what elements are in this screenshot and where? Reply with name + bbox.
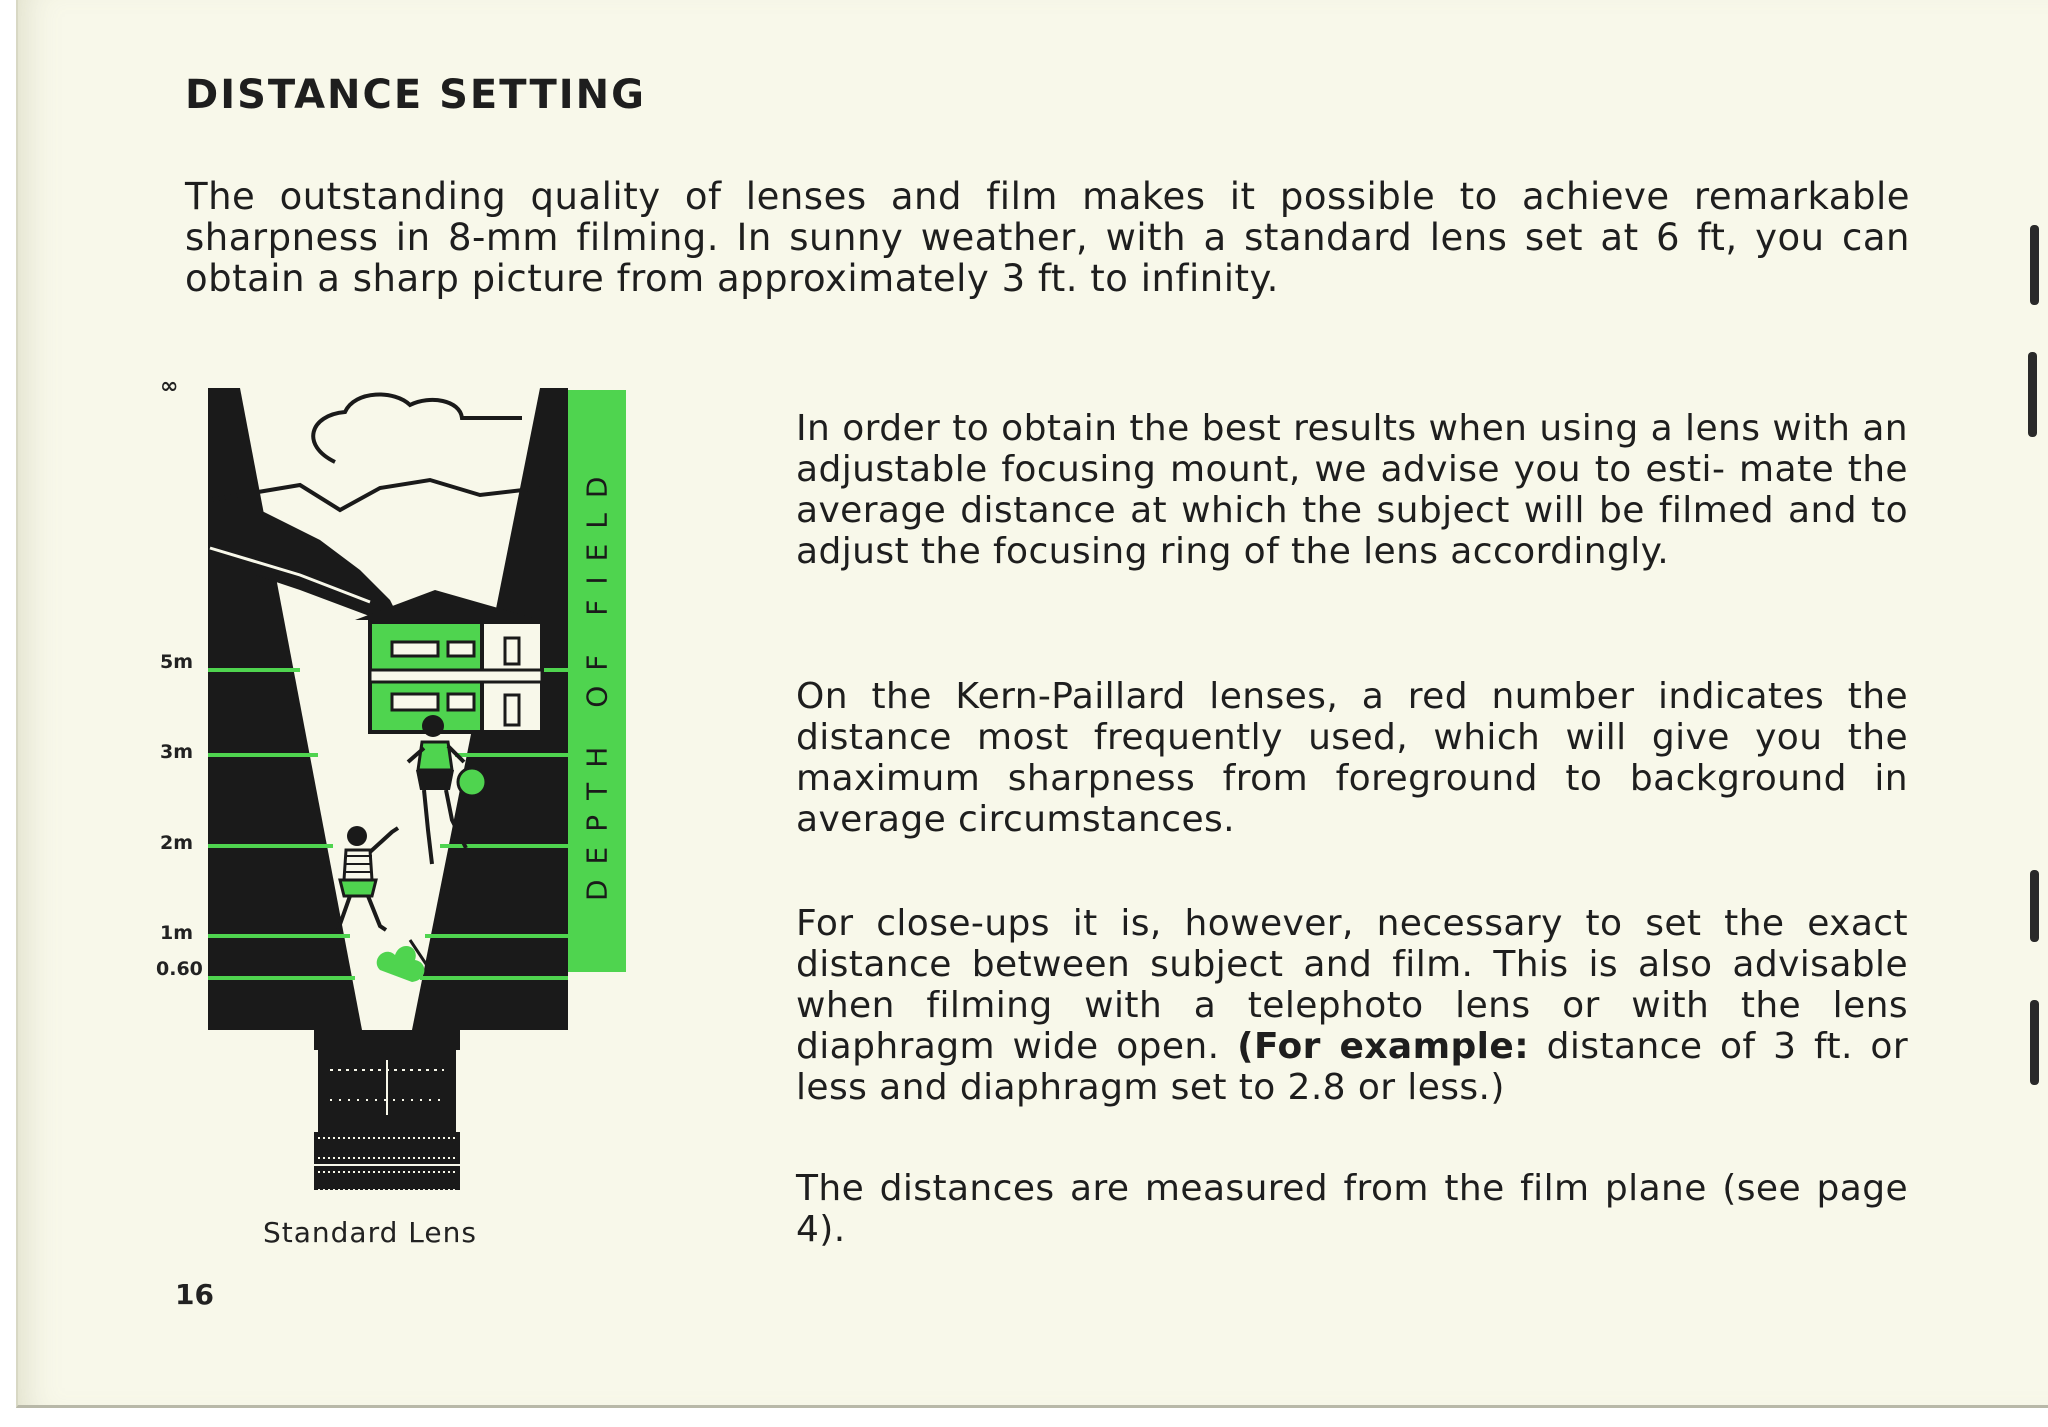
- scale-label-3m: 3m: [160, 741, 194, 763]
- scale-label-infinity: ∞: [160, 374, 179, 399]
- standard-lens-drawing: [314, 1030, 460, 1190]
- paragraph-close-ups: [796, 903, 1908, 1108]
- scale-label-060: 0.60: [156, 958, 203, 980]
- depth-of-field-label: DEPTH OF FIELD: [580, 461, 614, 901]
- paragraph-red-number: On the Kern-Paillard lenses, a red number indicates the distance most frequently used, which will give you the maximum sharpness from foreground to background in average circumstances.: [796, 676, 1908, 840]
- binding-mark: [2030, 1000, 2039, 1085]
- binding-mark: [2028, 352, 2037, 437]
- page-heading: DISTANCE SETTING: [185, 72, 646, 118]
- close-ups-text-end: distance of 3 ft. or less and diaphragm set to 2.8 or less.): [796, 1026, 1909, 1108]
- binding-mark: [2030, 225, 2039, 305]
- lens-caption: Standard Lens: [263, 1216, 477, 1249]
- paragraph-focusing-mount: In order to obtain the best results when using a lens with an adjustable focusing mount, we advise you to esti- mate the average distance at which the subject will be filmed and to adjust the focusing ring of the lens accordingly.: [796, 408, 1908, 572]
- scale-label-1m: 1m: [160, 922, 194, 944]
- depth-of-field-band: [568, 390, 626, 972]
- close-ups-text: For close-ups it is, however, necessary to set the exact distance between subject and film. This is also advisable when filming with a telephoto lens or with the lens diaphragm wide open.: [796, 903, 1908, 1067]
- scale-label-5m: 5m: [160, 651, 194, 673]
- paragraph-film-plane: The distances are measured from the film plane (see page 4).: [796, 1168, 1908, 1250]
- binding-mark: [2030, 870, 2039, 942]
- page-number: 16: [175, 1278, 214, 1311]
- intro-paragraph: The outstanding quality of lenses and film makes it possible to achieve remarkable sharpness in 8-mm filming. In sunny weather, with a standard lens set at 6 ft, you can obtain a sharp picture from approximately 3 ft. to infinity.: [185, 175, 1910, 300]
- example-emphasis: (For example:: [1237, 1026, 1530, 1067]
- scale-label-2m: 2m: [160, 832, 194, 854]
- depth-of-field-illustration: [0, 370, 620, 1190]
